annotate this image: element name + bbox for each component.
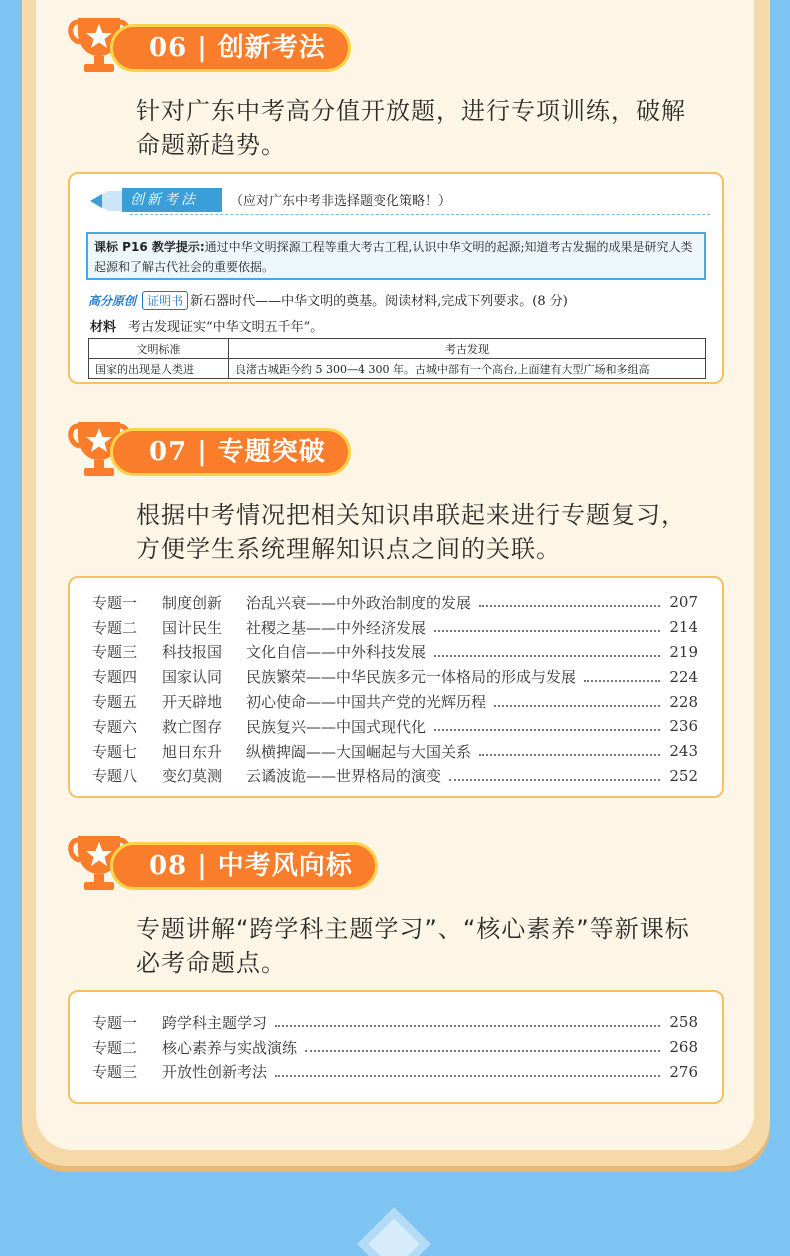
topic-number: 专题一 — [92, 593, 138, 612]
original-logo: 高分原创 — [88, 294, 137, 308]
page-number: 214 — [669, 618, 698, 637]
topic-title: 民族复兴——中国式现代化 — [246, 717, 427, 736]
section-header-08 — [66, 832, 366, 902]
table-row — [89, 359, 706, 379]
leader-dots — [479, 605, 660, 607]
leader-dots — [449, 779, 660, 781]
topic-number: 专题二 — [92, 1038, 138, 1057]
topic-name: 旭日东升 — [162, 742, 223, 761]
list-item — [92, 615, 698, 640]
topic-title: 初心使命——中国共产党的光辉历程 — [246, 693, 487, 712]
topic-title: 治乱兴衰——中外政治制度的发展 — [246, 593, 472, 612]
list-item — [92, 1035, 698, 1060]
divider — [130, 214, 710, 215]
section-header-06 — [66, 14, 366, 84]
question-line — [88, 290, 568, 310]
leader-dots — [434, 655, 660, 657]
topic-list — [92, 590, 698, 788]
banner-text: （应对广东中考非选择题变化策略！） — [230, 194, 452, 209]
material-line — [90, 316, 323, 335]
topic-list-box-08 — [68, 990, 724, 1104]
topic-name: 制度创新 — [162, 593, 223, 612]
leader-dots — [434, 630, 660, 632]
topic-number: 专题八 — [92, 767, 138, 786]
topic-title: 纵横捭阖——大国崛起与大国关系 — [246, 742, 472, 761]
tip-box — [86, 232, 706, 280]
leader-dots — [494, 705, 660, 707]
topic-title: 跨学科主题学习 — [162, 1013, 268, 1032]
table-header-cell: 考古发现 — [229, 339, 706, 359]
topic-title: 开放性创新考法 — [162, 1063, 268, 1082]
topic-number: 专题六 — [92, 717, 138, 736]
page-number: 258 — [669, 1013, 698, 1032]
topic-number: 专题三 — [92, 643, 138, 662]
table-header-cell: 文明标准 — [89, 339, 229, 359]
topic-number: 专题二 — [92, 618, 138, 637]
list-item — [92, 764, 698, 789]
list-item — [92, 714, 698, 739]
material-text: 考古发现证实“中华文明五千年”。 — [128, 320, 324, 335]
page-number: 228 — [669, 692, 698, 711]
tip-text: 通过中华文明探源工程等重大考古工程,认识中华文明的起源;知道考古发掘的成果是研究人类起源和了解古代社会的重要依据。 — [94, 240, 693, 274]
topic-name: 科技报国 — [162, 643, 223, 662]
page-number: 243 — [669, 742, 698, 761]
topic-title: 民族繁荣——中华民族多元一体格局的形成与发展 — [246, 668, 577, 687]
material-label: 材料 — [90, 320, 117, 335]
leader-dots — [479, 754, 660, 756]
list-item — [92, 689, 698, 714]
scroll-down-icon — [357, 1207, 431, 1256]
page-number: 219 — [669, 642, 698, 661]
list-item — [92, 1060, 698, 1085]
page-number: 268 — [669, 1038, 698, 1057]
question-text: 新石器时代——中华文明的奠基。阅读材料,完成下列要求。(8 分) — [190, 294, 568, 309]
tip-label: 课标 P16 教学提示: — [94, 240, 205, 254]
topic-title: 云谲波诡——世界格局的演变 — [246, 767, 442, 786]
topic-name: 救亡图存 — [162, 717, 223, 736]
topic-name: 国家认同 — [162, 668, 223, 687]
section-title-pill: 08 | 中考风向标 — [110, 842, 378, 890]
table-cell: 良渚古城距今约 5 300—4 300 年。古城中部有一个高台,上面建有大型广场和多组高 — [229, 359, 706, 379]
topic-name: 国计民生 — [162, 618, 223, 637]
section-title-pill: 06 | 创新考法 — [110, 24, 351, 72]
topic-list — [92, 1010, 698, 1084]
topic-title: 社稷之基——中外经济发展 — [246, 618, 427, 637]
banner-label: 创新考法 — [122, 188, 222, 212]
list-item — [92, 640, 698, 665]
leader-dots — [434, 729, 660, 731]
topic-number: 专题七 — [92, 742, 138, 761]
list-item — [92, 1010, 698, 1035]
topic-number: 专题五 — [92, 693, 138, 712]
sample-page-box — [68, 172, 724, 384]
page-number: 236 — [669, 717, 698, 736]
page-number: 224 — [669, 667, 698, 686]
topic-list-box-07 — [68, 576, 724, 798]
topic-title: 文化自信——中外科技发展 — [246, 643, 427, 662]
question-tag: 证明书 — [142, 291, 188, 310]
topic-number: 专题一 — [92, 1013, 138, 1032]
leader-dots — [275, 1075, 660, 1077]
page-number: 276 — [669, 1062, 698, 1081]
topic-number: 专题三 — [92, 1063, 138, 1082]
leader-dots — [584, 680, 660, 682]
table-cell: 国家的出现是人类进 — [89, 359, 229, 379]
list-item — [92, 664, 698, 689]
leader-dots — [305, 1050, 660, 1052]
list-item — [92, 739, 698, 764]
page-number: 252 — [669, 766, 698, 785]
sample-banner — [88, 188, 568, 214]
leader-dots — [275, 1025, 660, 1027]
section-description: 根据中考情况把相关知识串联起来进行专题复习，方便学生系统理解知识点之间的关联。 — [136, 501, 686, 563]
topic-name: 开天辟地 — [162, 693, 223, 712]
topic-title: 核心素养与实战演练 — [162, 1038, 298, 1057]
list-item — [92, 590, 698, 615]
section-header-07 — [66, 418, 366, 488]
page-number: 207 — [669, 593, 698, 612]
topic-number: 专题四 — [92, 668, 138, 687]
section-title-pill: 07 | 专题突破 — [110, 428, 351, 476]
topic-name: 变幻莫测 — [162, 767, 223, 786]
section-description: 专题讲解“跨学科主题学习”、“核心素养”等新课标必考命题点。 — [136, 915, 690, 977]
section-description: 针对广东中考高分值开放题，进行专项训练，破解命题新趋势。 — [136, 97, 686, 159]
table-header-row — [89, 339, 706, 359]
sample-table — [88, 338, 706, 379]
